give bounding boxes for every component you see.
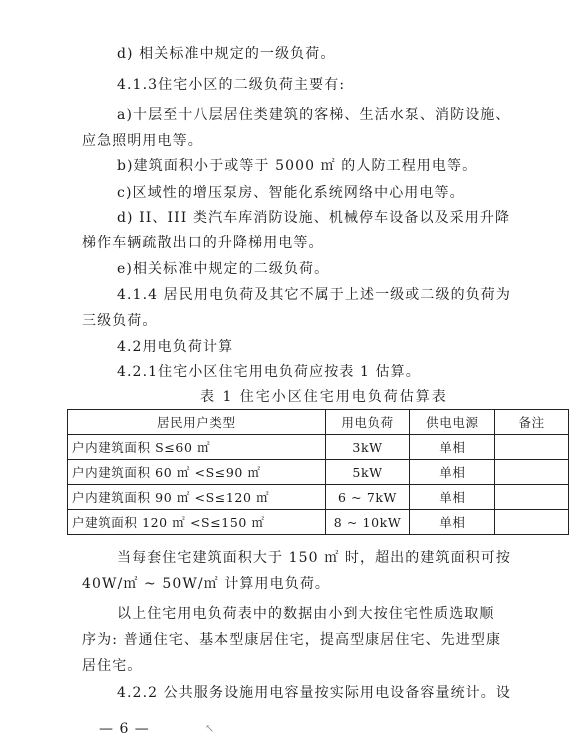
cell-user-type: 户建筑面积 120 ㎡ <S≤150 ㎡ xyxy=(68,510,326,535)
text-line: 当每套住宅建筑面积大于 150 ㎡ 时，超出的建筑面积可按 xyxy=(117,550,511,566)
cell-power-source: 单相 xyxy=(410,510,495,535)
cell-power-source: 单相 xyxy=(410,485,495,510)
table-header-row xyxy=(68,410,569,435)
cell-load: 5kW xyxy=(325,460,410,485)
cell-load: 3kW xyxy=(325,435,410,460)
table-row xyxy=(68,510,569,535)
cell-load: 8 ~ 10kW xyxy=(325,510,410,535)
text-line: 三级负荷。 xyxy=(82,313,158,329)
cell-user-type: 户内建筑面积 90 ㎡ <S≤120 ㎡ xyxy=(68,485,326,510)
clause-heading: 4.1.3住宅小区的二级负荷主要有: xyxy=(117,77,346,93)
text-line: b)建筑面积小于或等于 5000 ㎡ 的人防工程用电等。 xyxy=(117,158,478,174)
page-number: — 6 — xyxy=(99,721,150,737)
section-heading: 4.2用电负荷计算 xyxy=(117,339,234,355)
text-line: a)十层至十八层居住类建筑的客梯、生活水泵、消防设施、 xyxy=(117,107,511,123)
text-line: 40W/㎡ ~ 50W/㎡ 计算用电负荷。 xyxy=(82,576,331,592)
cell-user-type: 户内建筑面积 S≤60 ㎡ xyxy=(68,435,326,460)
table-row xyxy=(68,460,569,485)
cell-remarks xyxy=(495,485,569,510)
table-caption: 表 1 住宅小区住宅用电负荷估算表 xyxy=(200,389,448,405)
text-line: 序为: 普通住宅、基本型康居住宅，提高型康居住宅、先进型康 xyxy=(82,632,502,648)
cell-power-source: 单相 xyxy=(410,435,495,460)
table-row xyxy=(68,485,569,510)
text-line: 梯作车辆疏散出口的升降梯用电等。 xyxy=(82,235,324,251)
text-line: 应急照明用电等。 xyxy=(82,133,203,149)
text-line: d) II、III 类汽车库消防设施、机械停车设备以及采用升降 xyxy=(117,210,511,226)
clause-heading: 4.1.4 居民用电负荷及其它不属于上述一级或二级的负荷为 xyxy=(117,287,511,303)
cell-remarks xyxy=(495,460,569,485)
text-line: 居住宅。 xyxy=(82,658,143,674)
scan-mark-icon: ↖ xyxy=(205,722,215,735)
cell-user-type: 户内建筑面积 60 ㎡ <S≤90 ㎡ xyxy=(68,460,326,485)
text-line: e)相关标准中规定的二级负荷。 xyxy=(117,261,330,277)
cell-load: 6 ~ 7kW xyxy=(325,485,410,510)
clause-heading: 4.2.2 公共服务设施用电容量按实际用电设备容量统计。设 xyxy=(117,685,511,701)
clause-heading: 4.2.1住宅小区住宅用电负荷应按表 1 估算。 xyxy=(117,364,421,380)
header-power-source: 供电电源 xyxy=(410,410,495,435)
text-line: c)区域性的增压泵房、智能化系统网络中心用电等。 xyxy=(117,185,465,201)
header-remarks: 备注 xyxy=(495,410,569,435)
cell-power-source: 单相 xyxy=(410,460,495,485)
text-line: 以上住宅用电负荷表中的数据由小到大按住宅性质选取顺 xyxy=(117,606,495,622)
cell-remarks xyxy=(495,510,569,535)
table-row xyxy=(68,435,569,460)
load-estimation-table xyxy=(67,409,569,535)
text-line: d) 相关标准中规定的一级负荷。 xyxy=(117,46,336,62)
header-load: 用电负荷 xyxy=(325,410,410,435)
header-user-type: 居民用户类型 xyxy=(68,410,326,435)
cell-remarks xyxy=(495,435,569,460)
